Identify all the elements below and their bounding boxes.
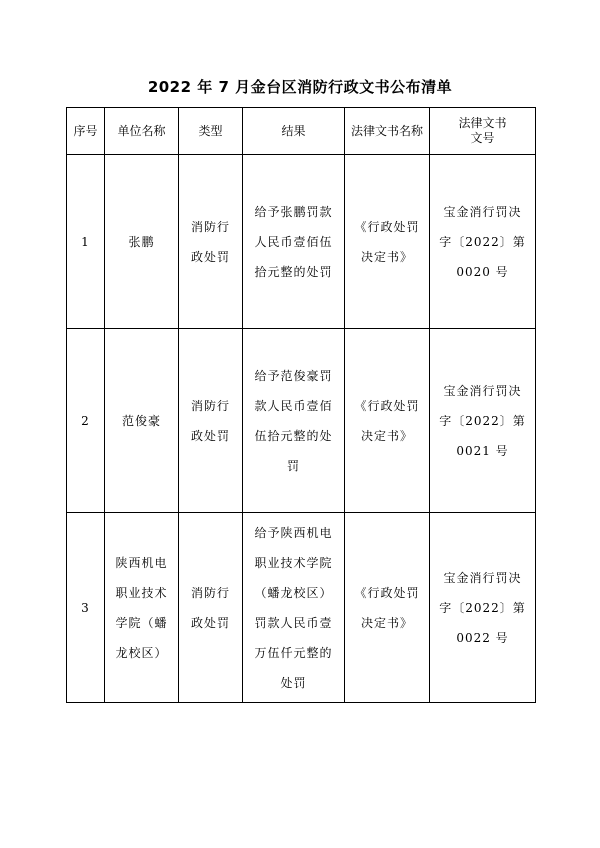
header-index: 序号 bbox=[67, 108, 105, 155]
page-title: 2022 年 7 月金台区消防行政文书公布清单 bbox=[147, 78, 453, 96]
table-row bbox=[67, 329, 536, 513]
row-doc-number: 宝金消行罚决 字〔2022〕第 0021 号 bbox=[430, 329, 536, 513]
row-unit-name: 张鹏 bbox=[105, 155, 179, 329]
row-type: 消防行 政处罚 bbox=[179, 155, 243, 329]
table-header-row bbox=[67, 108, 536, 155]
row-result: 给予张鹏罚款 人民币壹佰伍 拾元整的处罚 bbox=[243, 155, 345, 329]
row-index: 2 bbox=[67, 329, 105, 513]
table-row bbox=[67, 155, 536, 329]
header-result: 结果 bbox=[243, 108, 345, 155]
row-index: 1 bbox=[67, 155, 105, 329]
row-type: 消防行 政处罚 bbox=[179, 513, 243, 703]
row-unit-name: 陕西机电 职业技术 学院（蟠 龙校区） bbox=[105, 513, 179, 703]
row-doc-name: 《行政处罚 决定书》 bbox=[345, 329, 430, 513]
header-doc-number: 法律文书 文号 bbox=[430, 108, 536, 155]
row-result: 给予范俊豪罚 款人民币壹佰 伍拾元整的处 罚 bbox=[243, 329, 345, 513]
row-index: 3 bbox=[67, 513, 105, 703]
row-doc-number: 宝金消行罚决 字〔2022〕第 0022 号 bbox=[430, 513, 536, 703]
penalty-list-table bbox=[66, 107, 536, 703]
row-result: 给予陕西机电 职业技术学院 （蟠龙校区） 罚款人民币壹 万伍仟元整的 处罚 bbox=[243, 513, 345, 703]
table-row bbox=[67, 513, 536, 703]
row-doc-name: 《行政处罚 决定书》 bbox=[345, 155, 430, 329]
header-unit-name: 单位名称 bbox=[105, 108, 179, 155]
header-type: 类型 bbox=[179, 108, 243, 155]
header-doc-name: 法律文书名称 bbox=[345, 108, 430, 155]
row-type: 消防行 政处罚 bbox=[179, 329, 243, 513]
row-unit-name: 范俊豪 bbox=[105, 329, 179, 513]
row-doc-name: 《行政处罚 决定书》 bbox=[345, 513, 430, 703]
row-doc-number: 宝金消行罚决 字〔2022〕第 0020 号 bbox=[430, 155, 536, 329]
